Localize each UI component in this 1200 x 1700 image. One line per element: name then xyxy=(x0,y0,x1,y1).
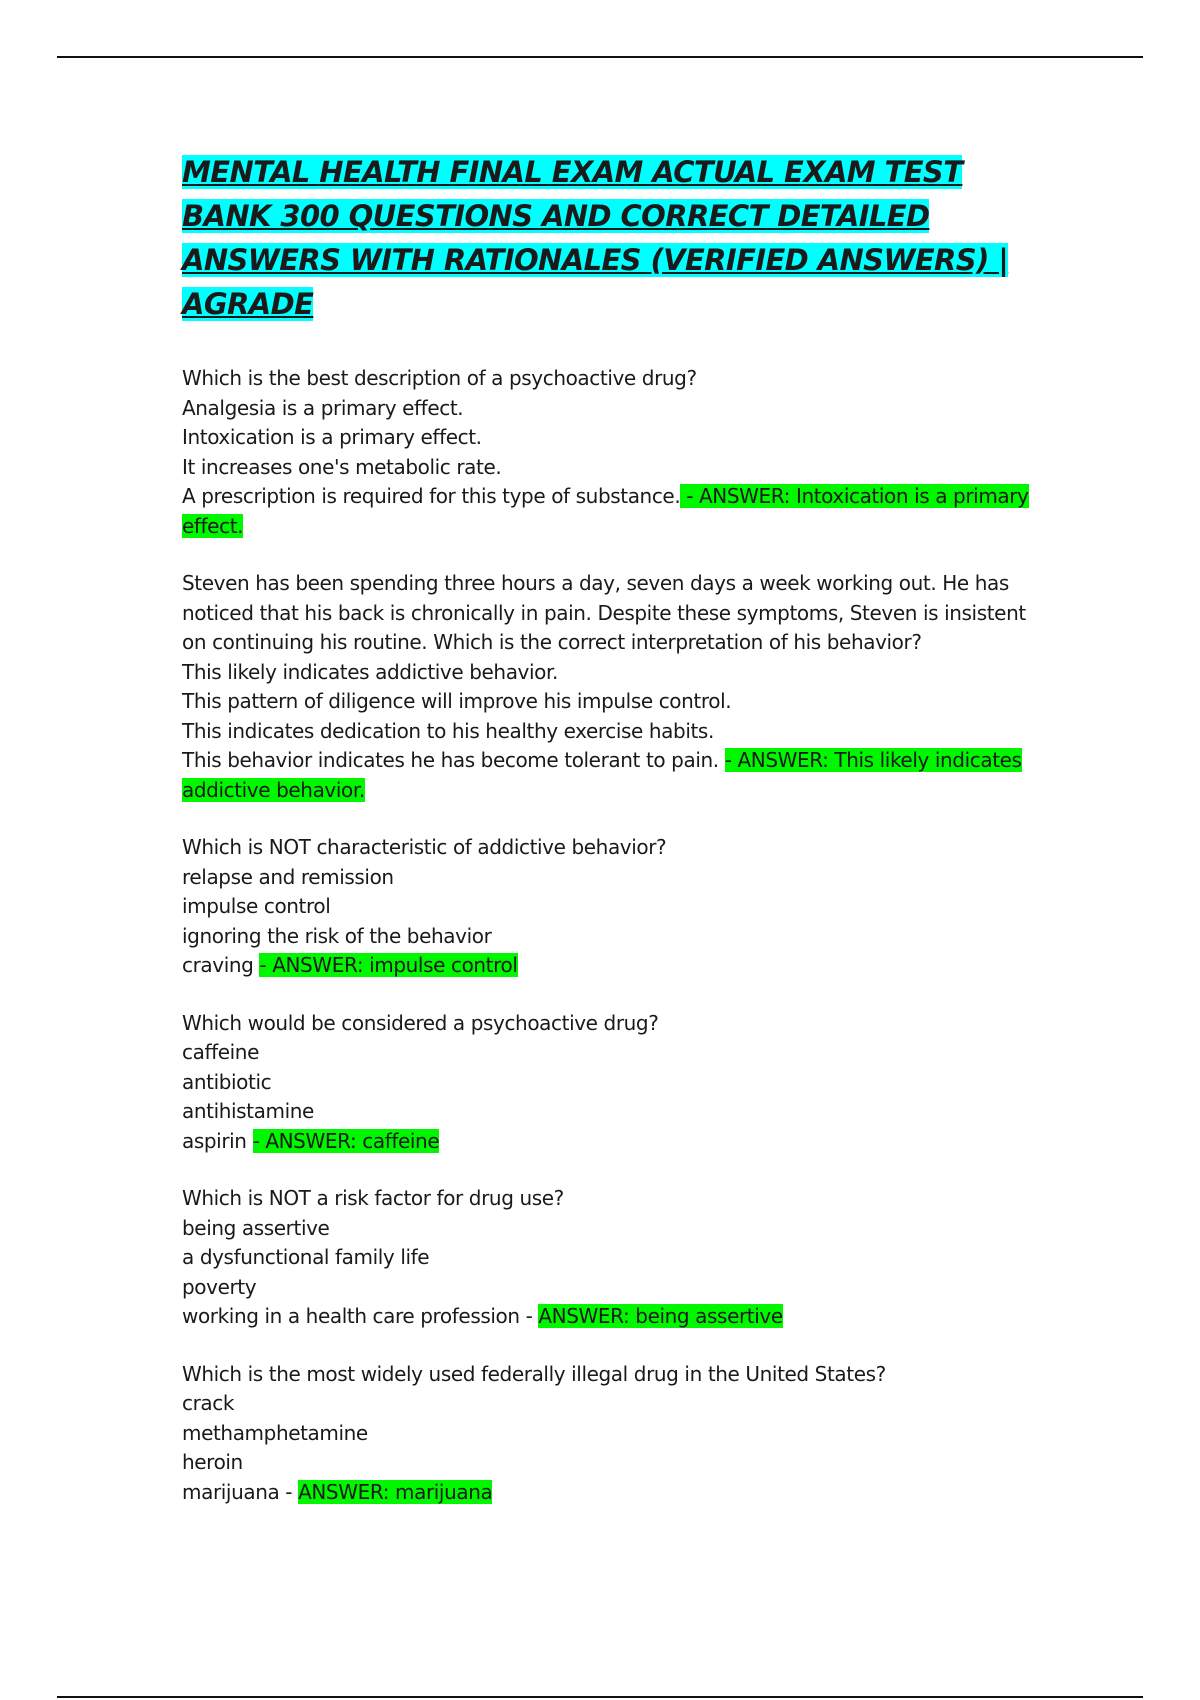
option-text: caffeine xyxy=(182,1040,259,1064)
document-body xyxy=(182,150,1032,1535)
question-text: Which would be considered a psychoactive drug? xyxy=(182,1010,659,1035)
question-text: Which is the best description of a psychoactive drug? xyxy=(182,366,697,390)
option-text: antihistamine xyxy=(182,1099,314,1123)
option-text: This indicates dedication to his healthy exercise habits. xyxy=(182,718,714,743)
question-text: Which is NOT characteristic of addictive behavior? xyxy=(182,835,667,859)
option-text: Intoxication is a primary effect. xyxy=(182,425,482,449)
option-text: This likely indicates addictive behavior. xyxy=(182,659,558,684)
option-text: being assertive xyxy=(182,1215,330,1240)
option-text: aspirin xyxy=(182,1128,247,1153)
option-text: crack xyxy=(182,1391,235,1415)
answer-highlight: - ANSWER: Intoxication is a primary effect. xyxy=(182,484,1029,538)
document-title xyxy=(182,150,1032,326)
answer-separator: - xyxy=(279,1479,299,1504)
option-text: A prescription is required for this type of substance. xyxy=(182,484,681,508)
answer-separator xyxy=(719,748,725,772)
question-block xyxy=(182,569,1032,805)
question-list xyxy=(182,364,1032,1507)
option-text: antibiotic xyxy=(182,1069,272,1094)
question-block xyxy=(182,1009,1032,1157)
question-block xyxy=(182,833,1032,981)
option-text: This behavior indicates he has become tolerant to pain. xyxy=(182,748,719,772)
option-text: craving xyxy=(182,953,254,977)
answer-highlight: - ANSWER: caffeine xyxy=(252,1128,440,1153)
question-block xyxy=(182,1184,1032,1332)
option-text: marijuana xyxy=(182,1479,280,1504)
last-option-line xyxy=(182,482,1032,541)
option-text: working in a health care profession xyxy=(182,1304,520,1328)
question-text: Which is NOT a risk factor for drug use? xyxy=(182,1186,564,1210)
option-text: relapse and remission xyxy=(182,864,394,889)
last-option-line xyxy=(182,951,1032,981)
option-text: a dysfunctional family life xyxy=(182,1245,430,1269)
option-text: ignoring the risk of the behavior xyxy=(182,923,492,948)
last-option-line xyxy=(182,1302,1032,1332)
question-block xyxy=(182,1360,1032,1508)
answer-separator: - xyxy=(519,1304,539,1328)
answer-highlight: ANSWER: being assertive xyxy=(538,1304,783,1328)
option-text: It increases one's metabolic rate. xyxy=(182,454,502,479)
last-option-line xyxy=(182,1478,1032,1508)
answer-highlight: - ANSWER: This likely indicates addictive behavior. xyxy=(182,748,1022,802)
top-rule xyxy=(57,56,1143,58)
option-text: Analgesia is a primary effect. xyxy=(182,395,464,420)
last-option-line xyxy=(182,746,1032,805)
answer-separator xyxy=(247,1129,253,1153)
last-option-line xyxy=(182,1127,1032,1157)
option-text: This pattern of diligence will improve his impulse control. xyxy=(182,689,732,713)
question-text: Steven has been spending three hours a day, seven days a week working out. He has noticed that his back is chronically in pain. Despite these symptoms, Steven is insistent on continuing his routine. Which is the correct interpretation of his behavior? xyxy=(182,571,1026,654)
option-text: impulse control xyxy=(182,894,331,918)
question-block xyxy=(182,364,1032,541)
option-text: methamphetamine xyxy=(182,1420,368,1445)
option-text: poverty xyxy=(182,1274,257,1299)
bottom-rule xyxy=(57,1696,1143,1698)
title-highlight: MENTAL HEALTH FINAL EXAM ACTUAL EXAM TEST BANK 300 QUESTIONS AND CORRECT DETAILED ANSWERS WITH RATIONALES (VERIFIED ANSWERS) | AGRADE xyxy=(182,155,1009,321)
answer-highlight: - ANSWER: impulse control xyxy=(259,953,518,977)
question-text: Which is the most widely used federally illegal drug in the United States? xyxy=(182,1361,886,1386)
answer-highlight: ANSWER: marijuana xyxy=(298,1479,493,1504)
option-text: heroin xyxy=(182,1450,243,1474)
